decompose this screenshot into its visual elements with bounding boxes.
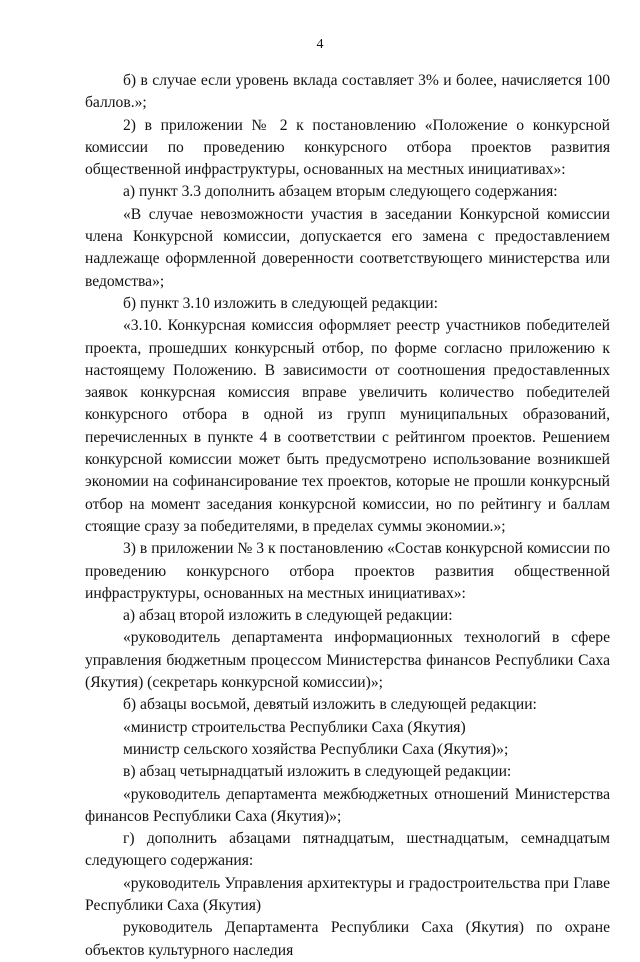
paragraph-7: 3) в приложении № 3 к постановлению «Состав конкурсной комиссии по проведению конкурсного отбора проектов развития общественной инфраструктуры, основанных на местных инициативах»:	[85, 540, 610, 602]
paragraph-13: в) абзац четырнадцатый изложить в следующей редакции:	[123, 763, 512, 781]
paragraph-5: б) пункт 3.10 изложить в следующей редакции:	[123, 294, 438, 312]
paragraph-10: б) абзацы восьмой, девятый изложить в следующей редакции:	[123, 696, 537, 714]
paragraph-12: министр сельского хозяйства Республики Саха (Якутия)»;	[123, 740, 509, 758]
paragraph-16: «руководитель Управления архитектуры и градостроительства при Главе Республики Саха (Якутия)	[85, 874, 610, 914]
paragraph-1: б) в случае если уровень вклада составляет 3% и более, начисляется 100 баллов.»;	[85, 72, 610, 112]
paragraph-3: а) пункт 3.3 дополнить абзацем вторым следующего содержания:	[123, 183, 558, 201]
paragraph-17: руководитель Департамента Республики Саха (Якутия) по охране объектов культурного наследия	[85, 919, 610, 959]
paragraph-14: «руководитель департамента межбюджетных отношений Министерства финансов Республики Саха (Якутия)»;	[85, 785, 610, 825]
paragraph-15: г) дополнить абзацами пятнадцатым, шестнадцатым, семнадцатым следующего содержания:	[85, 830, 610, 870]
paragraph-6: «3.10. Конкурсная комиссия оформляет реестр участников победителей проекта, прошедших конкурсный отбор, по форме согласно приложению к настоящему Положению. В зависимости от соотношения предоставленных заявок конкурсная комиссия вправе увеличить количество победителей конкурсного отбора в одной из групп муниципальных образований, перечисленных в пункте 4 в соответствии с рейтингом проектов. Решением конкурсной комиссии может быть предусмотрено использование возникшей экономии на софинансирование тех проектов, которые не прошли конкурсный отбор на момент заседания конкурсной комиссии, но по рейтингу и баллам стоящие сразу за победителями, в пределах суммы экономии.»;	[85, 317, 610, 535]
page-number: 4	[316, 37, 324, 52]
paragraph-4: «В случае невозможности участия в заседании Конкурсной комиссии члена Конкурсной комиссии, допускается его замена с предоставлением надлежаще оформленной доверенности соответствующего министерства или ведомства»;	[85, 205, 610, 290]
paragraph-8: а) абзац второй изложить в следующей редакции:	[123, 607, 453, 625]
document-body	[85, 70, 610, 962]
paragraph-2: 2) в приложении № 2 к постановлению «Положение о конкурсной комиссии по проведению конкурсного отбора проектов развития общественной инфраструктуры, основанных на местных инициативах»:	[85, 116, 610, 179]
paragraph-11: «министр строительства Республики Саха (Якутия)	[123, 718, 466, 736]
paragraph-9: «руководитель департамента информационных технологий в сфере управления бюджетным процессом Министерства финансов Республики Саха (Якутия) (секретарь конкурсной комиссии)»;	[85, 629, 610, 692]
